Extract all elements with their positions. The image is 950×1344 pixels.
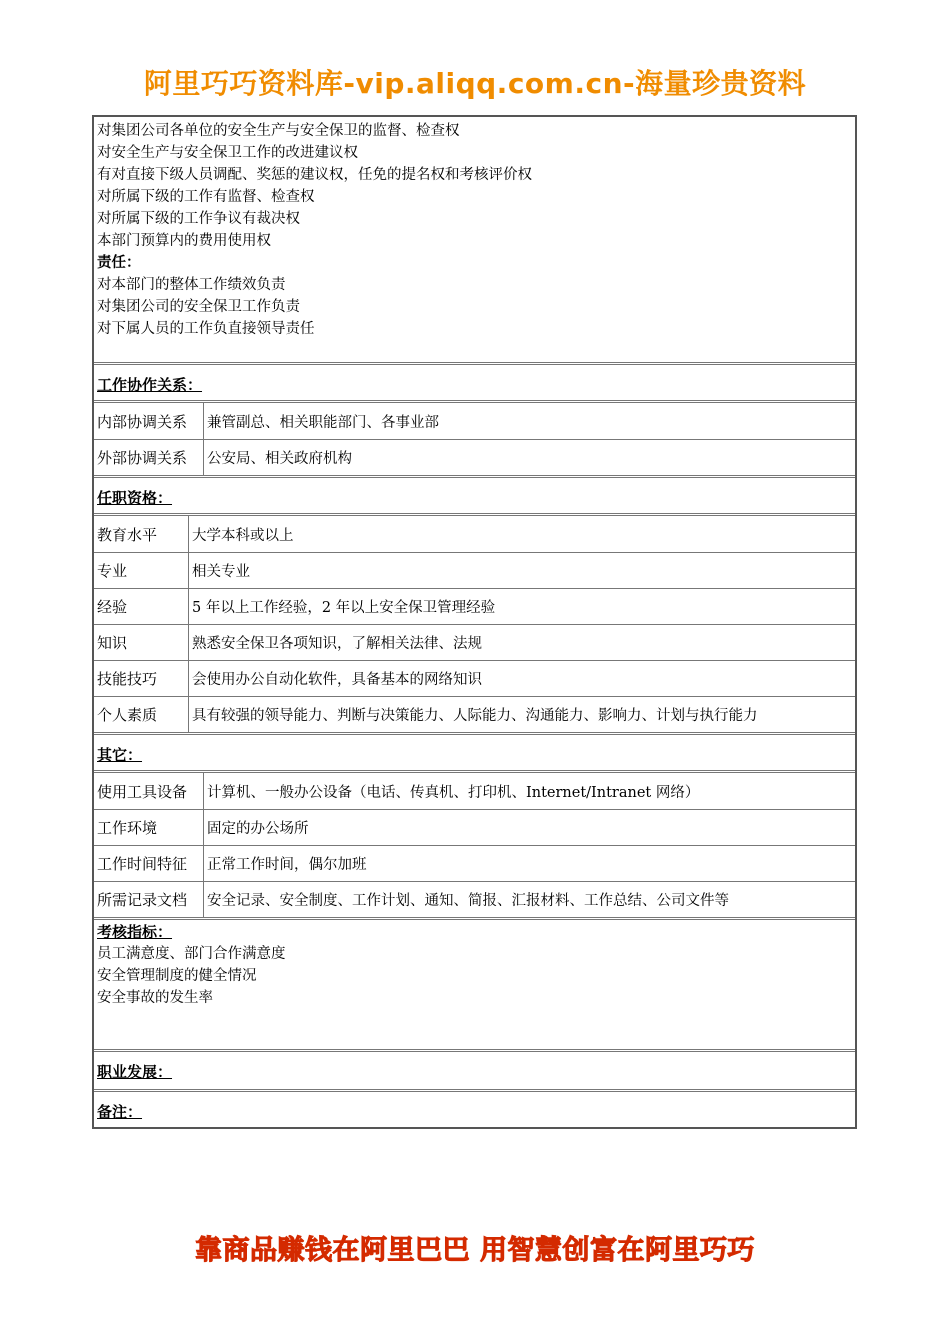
table-row: [94, 809, 855, 845]
authority-block: [94, 117, 855, 362]
table-row: [94, 403, 855, 439]
row-label: 外部协调关系: [94, 440, 204, 475]
authority-line: 本部门预算内的费用使用权: [97, 233, 271, 249]
table-row: [94, 624, 855, 660]
kpi-title: 考核指标：: [97, 923, 173, 941]
kpi-line: 安全事故的发生率: [97, 990, 213, 1006]
responsibility-line: 对集团公司的安全保卫工作负责: [97, 299, 300, 315]
kpi-line: 员工满意度、部门合作满意度: [97, 946, 286, 962]
authority-line: 对所属下级的工作有监督、检查权: [97, 189, 315, 205]
cooperation-table: [94, 400, 855, 475]
authority-line: 对所属下级的工作争议有裁决权: [97, 211, 300, 227]
career-title: 职业发展：: [97, 1063, 173, 1081]
row-value: 具有较强的领导能力、判断与决策能力、人际能力、沟通能力、影响力、计划与执行能力: [192, 708, 758, 724]
row-label: 使用工具设备: [94, 773, 204, 809]
row-label: 经验: [94, 589, 189, 624]
qualifications-table: [94, 513, 855, 732]
row-value: 兼管副总、相关职能部门、各事业部: [207, 414, 439, 431]
row-value: 相关专业: [192, 564, 250, 580]
row-label: 教育水平: [94, 516, 189, 552]
table-row: [94, 660, 855, 696]
table-row: [94, 696, 855, 732]
row-label: 工作时间特征: [94, 846, 204, 881]
job-description-table: [92, 115, 857, 1129]
table-row: [94, 552, 855, 588]
row-label: 工作环境: [94, 810, 204, 845]
row-value: 公安局、相关政府机构: [207, 451, 352, 467]
row-label: 知识: [94, 625, 189, 660]
row-value: 安全记录、安全制度、工作计划、通知、简报、汇报材料、工作总结、公司文件等: [207, 893, 729, 909]
qualifications-section-header: [94, 475, 855, 513]
footer-banner: 靠商品赚钱在阿里巴巴 用智慧创富在阿里巧巧: [195, 1235, 755, 1266]
cooperation-title: 工作协作关系：: [97, 376, 203, 394]
kpi-line: 安全管理制度的健全情况: [97, 968, 257, 984]
row-value: 正常工作时间，偶尔加班: [207, 857, 367, 873]
remarks-section: [94, 1089, 855, 1127]
row-label: 个人素质: [94, 697, 189, 732]
row-value: 大学本科或以上: [192, 527, 294, 544]
row-value: 固定的办公场所: [207, 821, 309, 837]
row-label: 内部协调关系: [94, 403, 204, 439]
header-banner: 阿里巧巧资料库-vip.aliqq.com.cn-海量珍贵资料: [143, 67, 807, 100]
table-row: [94, 439, 855, 475]
qualifications-title: 任职资格：: [97, 489, 173, 507]
table-row: [94, 516, 855, 552]
other-section-header: [94, 732, 855, 770]
table-row: [94, 845, 855, 881]
responsibility-title: 责任：: [97, 255, 141, 271]
table-row: [94, 773, 855, 809]
row-value: 计算机、一般办公设备（电话、传真机、打印机、Internet/Intranet 网络）: [207, 784, 700, 801]
career-section: [94, 1049, 855, 1089]
row-value: 会使用办公自动化软件，具备基本的网络知识: [192, 672, 482, 688]
row-label: 所需记录文档: [94, 882, 204, 917]
table-row: [94, 588, 855, 624]
authority-line: 对安全生产与安全保卫工作的改进建议权: [97, 145, 358, 161]
cooperation-section-header: [94, 362, 855, 400]
other-table: [94, 770, 855, 917]
authority-line: 对集团公司各单位的安全生产与安全保卫的监督、检查权: [97, 123, 460, 139]
responsibility-line: 对下属人员的工作负直接领导责任: [97, 321, 315, 337]
table-row: [94, 881, 855, 917]
responsibility-line: 对本部门的整体工作绩效负责: [97, 277, 286, 293]
remarks-title: 备注：: [97, 1103, 143, 1121]
authority-line: 有对直接下级人员调配、奖惩的建议权，任免的提名权和考核评价权: [97, 167, 532, 183]
other-title: 其它：: [97, 746, 143, 764]
row-value: 熟悉安全保卫各项知识，了解相关法律、法规: [192, 636, 482, 652]
row-label: 专业: [94, 553, 189, 588]
kpi-block: [94, 917, 855, 1049]
row-value: 5 年以上工作经验，2 年以上安全保卫管理经验: [192, 600, 496, 616]
row-label: 技能技巧: [94, 661, 189, 696]
